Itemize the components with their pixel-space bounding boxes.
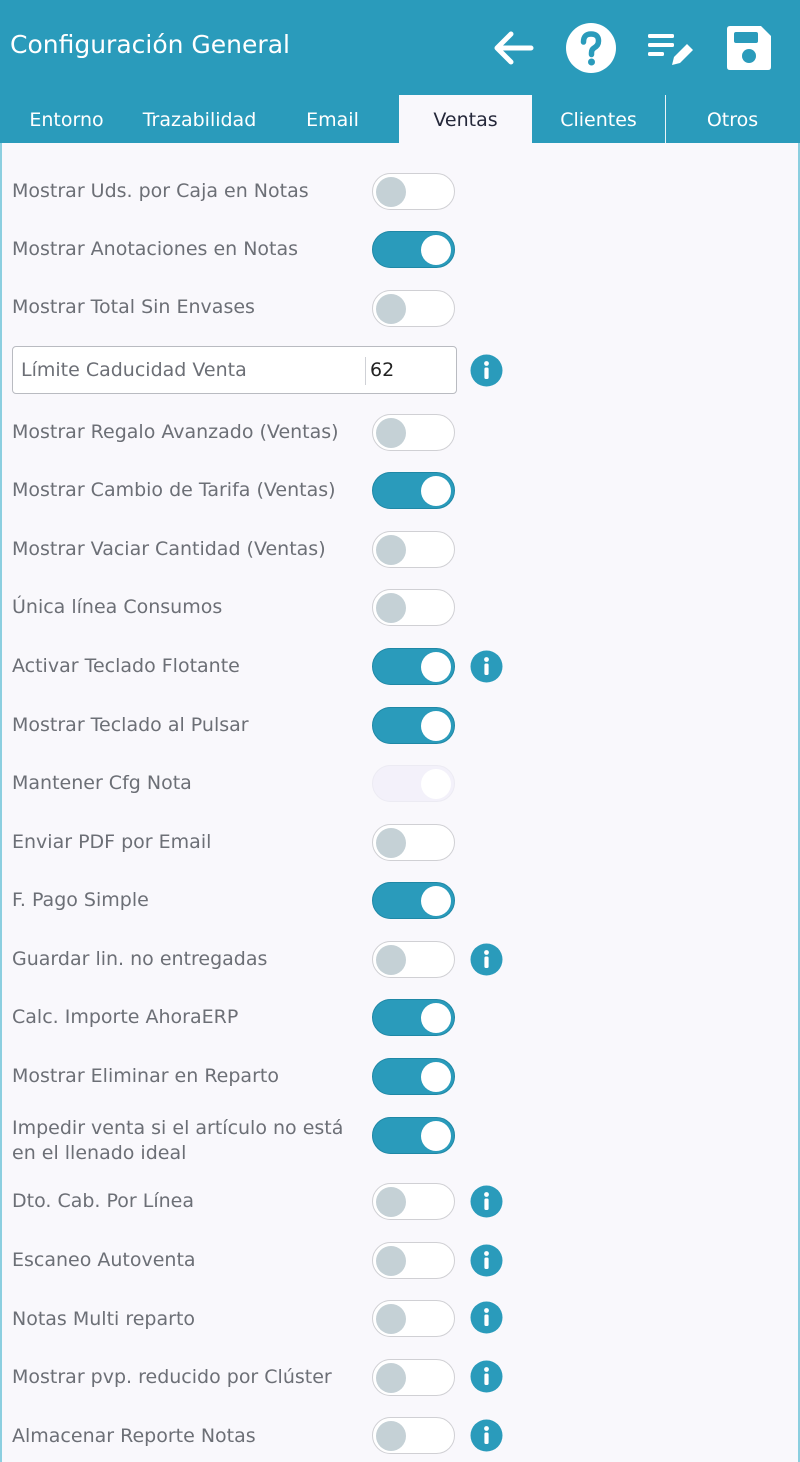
toggle-knob [376,294,406,324]
toggle-knob [376,1304,406,1334]
tab-clientes[interactable]: Clientes [560,109,637,131]
toggle-knob [421,886,451,916]
toggle-knob [376,945,406,975]
setting-label: Mostrar Eliminar en Reparto [12,1065,279,1087]
page-title: Configuración General [10,30,290,59]
info-icon[interactable] [470,1301,503,1334]
tab-bar [0,95,800,143]
setting-toggle[interactable] [372,824,455,861]
setting-label: Mostrar Anotaciones en Notas [12,238,299,260]
toggle-knob [376,1187,406,1217]
info-icon[interactable] [470,1244,503,1277]
tab-otros[interactable]: Otros [706,109,759,131]
toggle-knob [376,1246,406,1276]
setting-label: Dto. Cab. Por Línea [12,1190,194,1212]
setting-toggle[interactable] [372,472,455,509]
toggle-knob [421,1121,451,1151]
field-label: Límite Caducidad Venta [21,359,247,381]
setting-toggle[interactable] [372,1183,455,1220]
setting-toggle[interactable] [372,941,455,978]
setting-label: Mostrar Total Sin Envases [12,296,255,318]
toggle-knob [421,652,451,682]
toggle-knob [376,1363,406,1393]
expiry-limit-input[interactable]: 62 [370,359,395,381]
setting-toggle[interactable] [372,173,455,210]
setting-label: F. Pago Simple [12,889,149,911]
toggle-knob [376,418,406,448]
setting-label: Mostrar Vaciar Cantidad (Ventas) [12,538,326,560]
info-icon[interactable] [470,650,503,683]
setting-toggle[interactable] [372,1300,455,1337]
toggle-knob [376,1421,406,1451]
toggle-knob [376,828,406,858]
setting-label: Mostrar Uds. por Caja en Notas [12,180,309,202]
setting-toggle[interactable] [372,1117,455,1154]
setting-toggle[interactable] [372,1417,455,1454]
tab-entorno[interactable]: Entorno [29,109,104,131]
save-icon[interactable] [723,22,775,74]
setting-label: Almacenar Reporte Notas [12,1425,256,1447]
toggle-knob [376,593,406,623]
field-divider [365,357,366,385]
tab-trazabilidad[interactable]: Trazabilidad [142,109,257,131]
setting-toggle[interactable] [372,531,455,568]
expiry-limit-field[interactable] [12,346,457,394]
info-icon[interactable] [470,943,503,976]
toggle-knob [421,235,451,265]
tab-email[interactable]: Email [306,109,359,131]
toggle-knob [421,711,451,741]
toggle-knob [376,177,406,207]
setting-label: Guardar lin. no entregadas [12,948,268,970]
setting-label: Activar Teclado Flotante [12,655,240,677]
info-icon[interactable] [470,1360,503,1393]
setting-label: Mostrar Teclado al Pulsar [12,714,249,736]
setting-label: Mostrar Regalo Avanzado (Ventas) [12,421,339,443]
help-icon[interactable] [565,22,617,74]
edit-list-icon[interactable] [644,22,696,74]
settings-panel [0,143,800,1462]
info-icon[interactable] [470,354,503,387]
setting-label: Notas Multi reparto [12,1308,196,1330]
setting-label: Escaneo Autoventa [12,1249,196,1271]
toggle-knob [421,476,451,506]
setting-toggle[interactable] [372,414,455,451]
setting-label: Única línea Consumos [12,596,223,618]
setting-toggle[interactable] [372,882,455,919]
setting-label: Mostrar pvp. reducido por Clúster [12,1366,332,1388]
setting-toggle[interactable] [372,1359,455,1396]
setting-toggle[interactable] [372,231,455,268]
setting-label: Impedir venta si el artículo no está en el llenado ideal [12,1117,344,1164]
toggle-knob [421,769,451,799]
toggle-knob [376,535,406,565]
toggle-knob [421,1062,451,1092]
setting-label: Mantener Cfg Nota [12,772,192,794]
setting-toggle[interactable] [372,1058,455,1095]
setting-toggle[interactable] [372,999,455,1036]
setting-toggle[interactable] [372,1242,455,1279]
arrow-left-icon[interactable] [487,22,539,74]
setting-toggle [372,765,455,802]
setting-label: Enviar PDF por Email [12,831,212,853]
info-icon[interactable] [470,1419,503,1452]
setting-label: Calc. Importe AhoraERP [12,1006,239,1028]
setting-label: Mostrar Cambio de Tarifa (Ventas) [12,479,336,501]
info-icon[interactable] [470,1185,503,1218]
toggle-knob [421,1003,451,1033]
app-header [0,0,800,143]
tab-ventas[interactable]: Ventas [399,95,532,143]
setting-toggle[interactable] [372,648,455,685]
setting-toggle[interactable] [372,589,455,626]
setting-toggle[interactable] [372,290,455,327]
setting-toggle[interactable] [372,707,455,744]
